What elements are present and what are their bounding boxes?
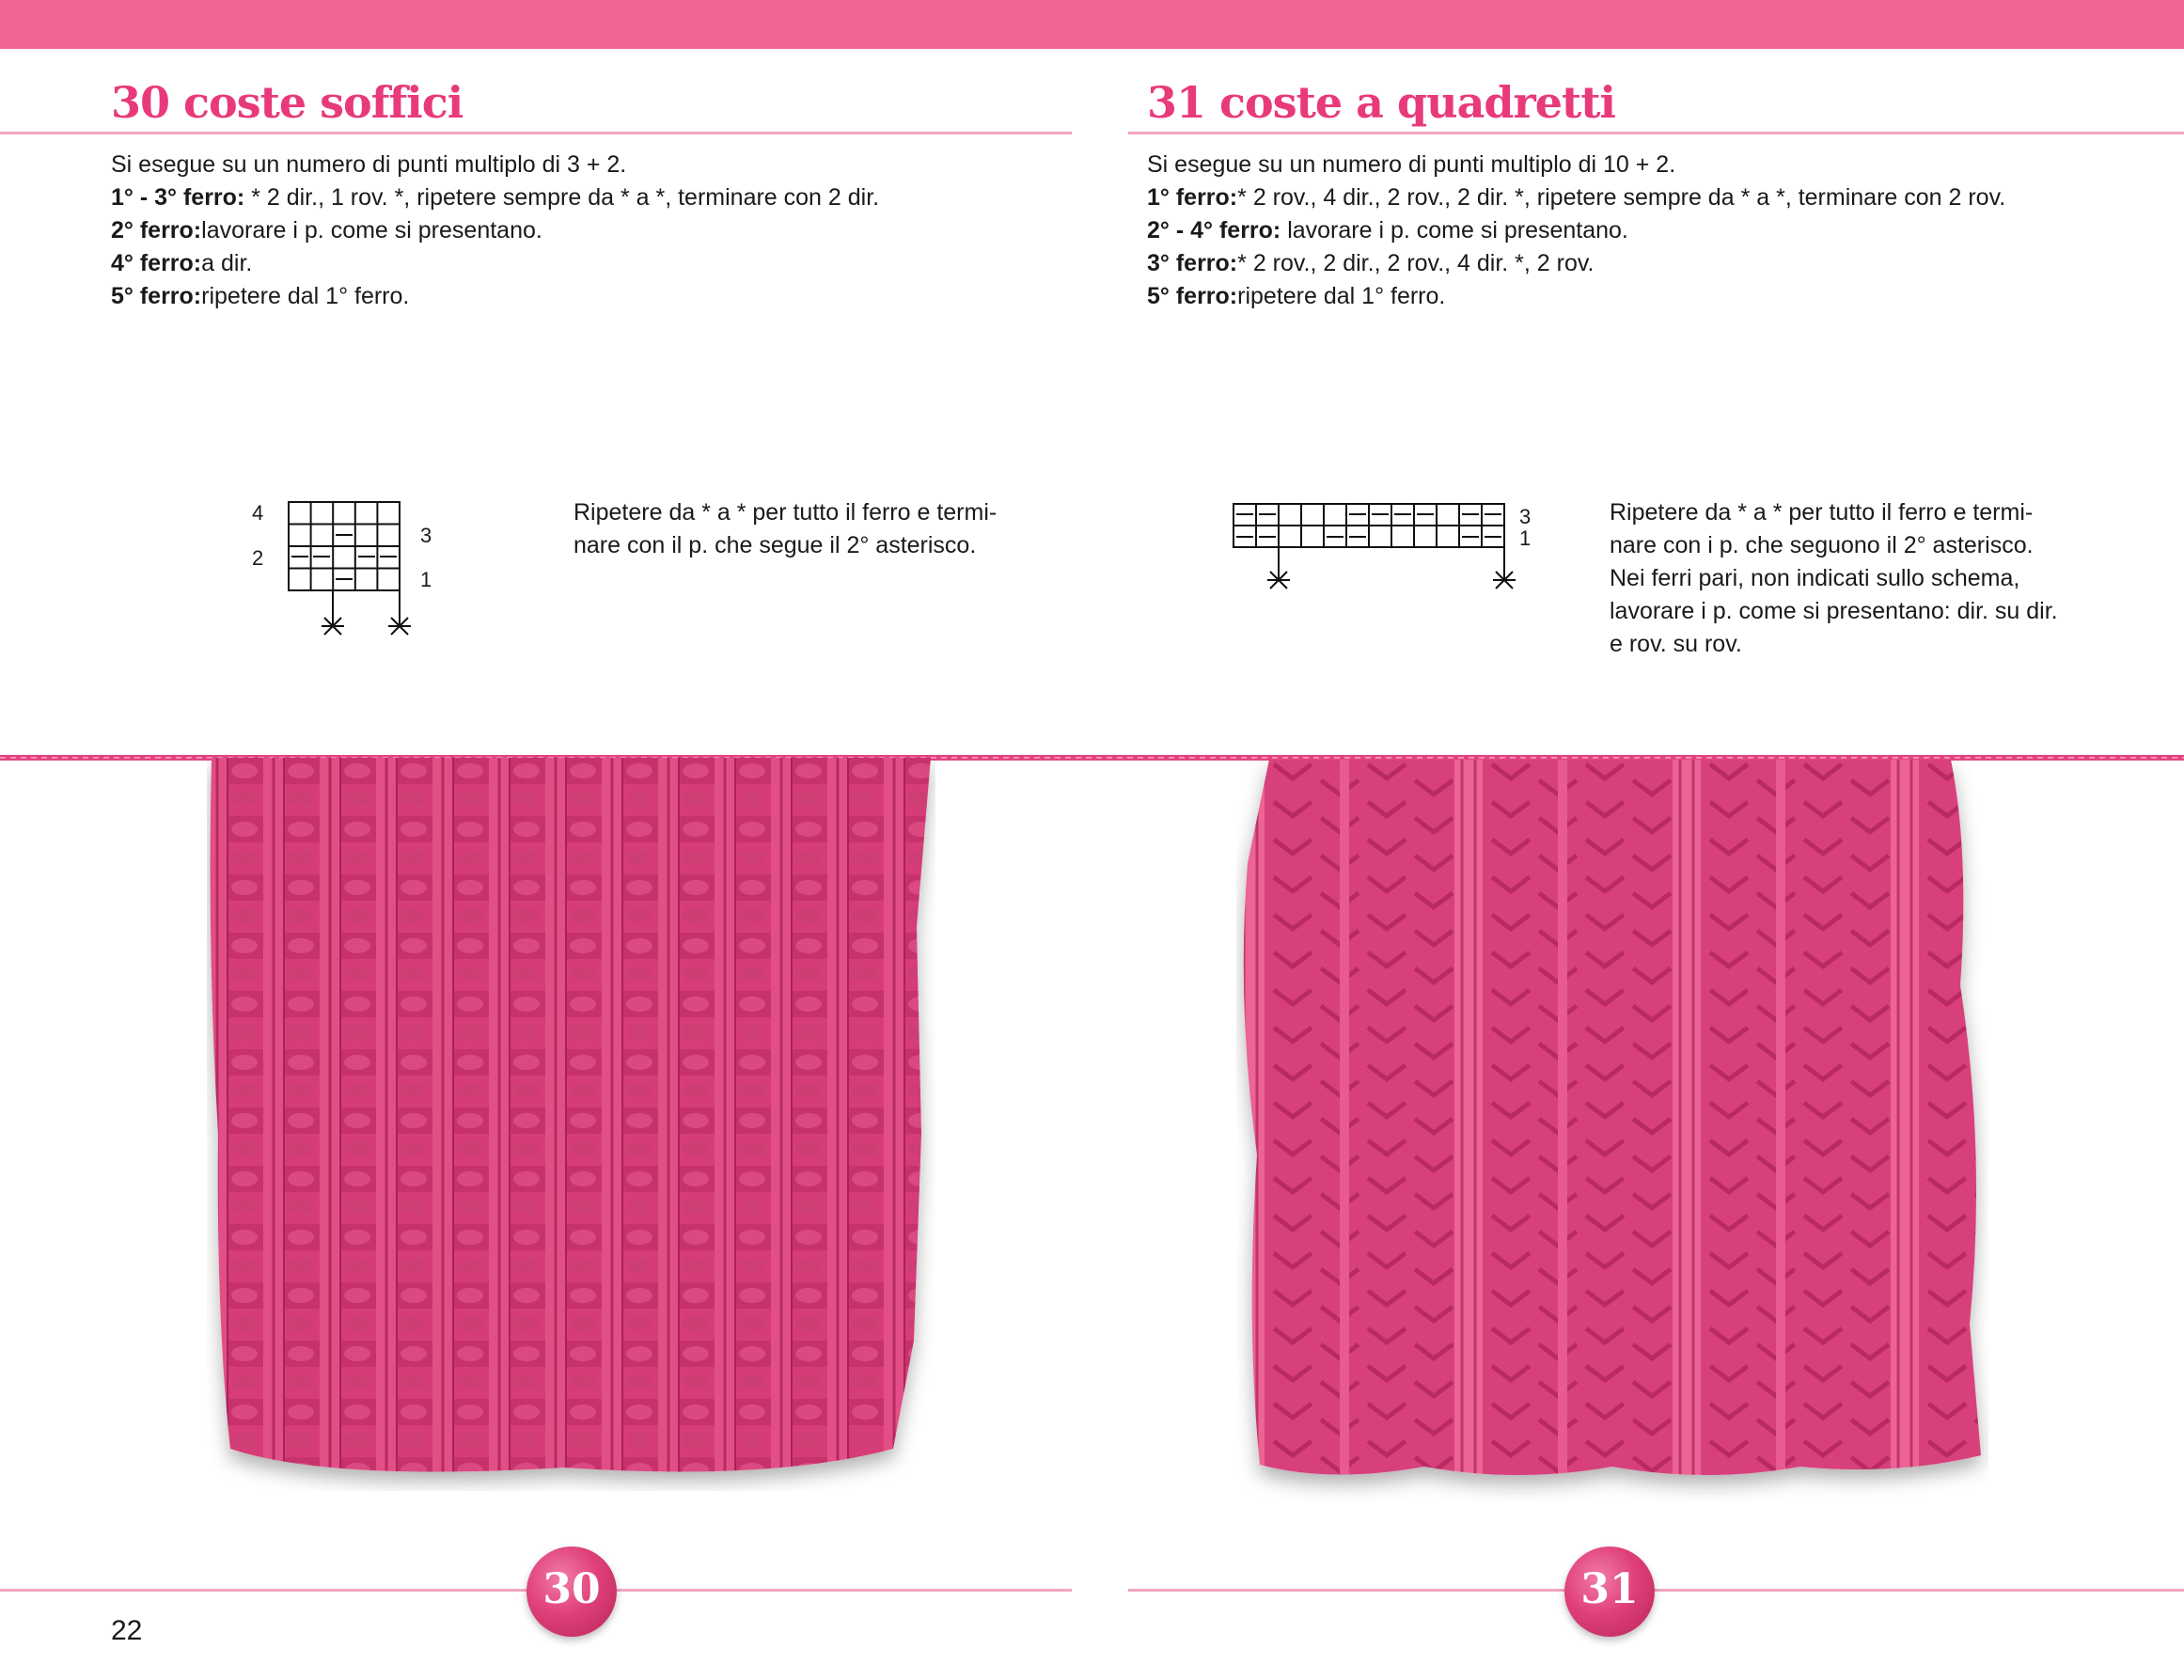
knit-swatch-30-image [207, 758, 935, 1491]
left-note-line-1: nare con il p. che segue il 2° asterisco. [573, 532, 977, 558]
left-line-3: 4° ferro:a dir. [111, 250, 253, 276]
right-pattern-title: 31 coste a quadretti [1147, 77, 1616, 128]
right-chart-row-1-label: 1 [1519, 526, 1532, 550]
right-line-1: 1° ferro:* 2 rov., 4 dir., 2 rov., 2 dir. *, ripetere sempre da * a *, terminare con 2 rov. [1147, 184, 2006, 211]
right-chart-note [1610, 496, 2058, 661]
knit-swatch-31-image [1236, 760, 1988, 1502]
right-note-line-0: Ripetere da * a * per tutto il ferro e termi- [1610, 499, 2034, 526]
right-line-0: Si esegue su un numero di punti multiplo di 10 + 2. [1147, 151, 1676, 178]
left-chart-row-2-label: 2 [252, 546, 264, 570]
left-note-line-0: Ripetere da * a * per tutto il ferro e termi- [573, 499, 998, 526]
right-line-4: 5° ferro:ripetere dal 1° ferro. [1147, 283, 1446, 309]
right-note-line-1: nare con i p. che seguono il 2° asterisco. [1610, 532, 2034, 558]
left-chart-row-4-label: 4 [252, 501, 264, 525]
left-line-2: 2° ferro:lavorare i p. come si presentano. [111, 217, 542, 243]
right-line-3: 3° ferro:* 2 rov., 2 dir., 2 rov., 4 dir. *, 2 rov. [1147, 250, 1595, 276]
left-instructions [111, 149, 879, 313]
yarn-ball-badge-30 [526, 1547, 617, 1637]
right-chart-row-3-label: 3 [1519, 505, 1532, 528]
page-number: 22 [111, 1615, 143, 1646]
right-title-rule [1128, 132, 2184, 134]
right-note-line-2: Nei ferri pari, non indicati sullo schema, [1610, 565, 2020, 591]
badge-30-number: 30 [542, 1565, 601, 1613]
right-note-line-4: e rov. su rov. [1610, 631, 1742, 657]
left-chart-note [573, 496, 997, 562]
left-chart-row-1-label: 1 [420, 568, 432, 591]
top-color-band [0, 0, 2184, 49]
left-line-0: Si esegue su un numero di punti multiplo di 3 + 2. [111, 151, 627, 178]
yarn-ball-badge-31 [1564, 1547, 1655, 1637]
right-stitch-chart [1227, 498, 1518, 597]
left-title-rule [0, 132, 1072, 134]
right-line-2: 2° - 4° ferro: lavorare i p. come si presentano. [1147, 217, 1628, 243]
left-chart-row-3-label: 3 [420, 524, 432, 547]
right-bottom-rule [1128, 1589, 2184, 1592]
left-stitch-chart [282, 498, 414, 644]
badge-31-number: 31 [1580, 1565, 1639, 1613]
left-line-4: 5° ferro:ripetere dal 1° ferro. [111, 283, 410, 309]
right-note-line-3: lavorare i p. come si presentano: dir. su dir. [1610, 598, 2058, 624]
right-instructions [1147, 149, 2005, 313]
left-line-1: 1° - 3° ferro: * 2 dir., 1 rov. *, ripetere sempre da * a *, terminare con 2 dir. [111, 184, 880, 211]
left-pattern-title: 30 coste soffici [111, 77, 464, 128]
